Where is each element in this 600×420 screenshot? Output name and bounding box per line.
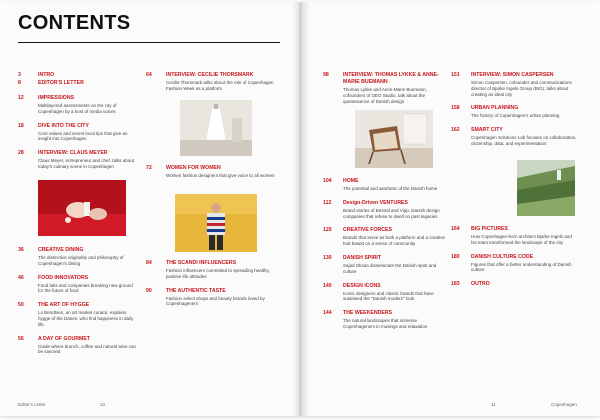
- entry-description: Food labs and companies breaking new ground for the future of food: [38, 282, 133, 294]
- toc-column-2c: [146, 260, 280, 315]
- entry-title: INTERVIEW: SIMON CASPERSEN: [471, 72, 554, 78]
- entry-description: The potential and aesthetic of the Danish home: [343, 186, 438, 191]
- entry-description: Fashion influencers committed to spreading healthy, positive life attitudes: [166, 268, 270, 279]
- entry-description: Cecilie Thorsmark talks about the role of Copenhagen Fashion Week as a platform: [166, 80, 274, 91]
- entry-title: Design-Driven VENTURES: [343, 199, 408, 206]
- entry-title: CREATIVE FORCES: [343, 227, 392, 234]
- toc-column-1b: [18, 247, 136, 363]
- page-number: 8: [18, 80, 21, 86]
- toc-entry-interview-cecilie-thorsmark[interactable]: [146, 72, 280, 92]
- entry-title: SMART CITY: [471, 127, 503, 134]
- toc-column-4: [451, 72, 577, 155]
- page-number: 3: [18, 72, 21, 78]
- entry-description: Claus Meyer, entrepreneur and chef, talks about today's culinary scene in Copenhagen: [38, 158, 135, 169]
- toc-entry-art-of-hygge[interactable]: [18, 302, 136, 327]
- entry-description: Figures that offer a better understanding of Danish culture: [471, 261, 572, 273]
- entry-title: THE SCANDI INFLUENCERS: [166, 260, 237, 266]
- toc-entry-interview-simon-caspersen[interactable]: [451, 72, 577, 97]
- page-number: 36: [18, 247, 24, 253]
- left-page-number: 10: [100, 402, 106, 407]
- entry-title: DIVE INTO THE CITY: [38, 122, 89, 129]
- toc-entry-big-pictures[interactable]: [451, 226, 577, 246]
- page-number: 12: [18, 95, 24, 101]
- page-number: 84: [146, 260, 152, 266]
- page-number: 164: [451, 226, 460, 232]
- toc-entry-women-for-women[interactable]: [146, 165, 280, 179]
- entry-title: DESIGN ICONS: [343, 282, 381, 289]
- toc-column-4b: [451, 226, 577, 296]
- toc-column-3: [323, 72, 449, 112]
- entry-title: WOMEN FOR WOMEN: [166, 165, 221, 171]
- entry-description: Brands that serve as both a platform and a creative hub based on a sense of community: [343, 235, 446, 247]
- entry-title: BIG PICTURES: [471, 226, 508, 232]
- toc-entry-smart-city[interactable]: [451, 127, 577, 147]
- entry-title: EDITOR'S LETTER: [38, 80, 84, 86]
- toc-entry-interview-lykke-buemann[interactable]: [323, 72, 449, 104]
- page-number: 64: [146, 72, 152, 78]
- page-number: 46: [18, 274, 24, 281]
- photo-hands-red-table: [38, 180, 126, 236]
- page-number: 72: [146, 165, 152, 171]
- page-number: 120: [323, 227, 332, 234]
- right-page-number: 11: [491, 402, 496, 407]
- photo-green-rooftop: [517, 160, 575, 216]
- entry-title: INTERVIEW: CLAUS MEYER: [38, 150, 108, 157]
- entry-title: INTRO: [38, 72, 55, 78]
- entry-description: The history of Copenhagen's urban planning: [471, 113, 560, 119]
- entry-description: Fashion select shops and beauty brands loved by Copenhageners: [166, 295, 265, 307]
- photo-person-striped-sweater: [175, 194, 257, 252]
- book-spine-shadow: [292, 2, 310, 416]
- toc-entry-impressions[interactable]: [18, 95, 136, 115]
- entry-title: A DAY OF GOURMET: [38, 335, 90, 342]
- entry-description: Thomas Lykke and Anne-Marie Buemann, cofounders of OEO Studio, talk about the quintessence of Danish design: [343, 87, 427, 104]
- page-number: 18: [18, 122, 24, 129]
- entry-title: THE ART OF HYGGE: [38, 302, 90, 309]
- entry-description: Lo Bendtsen, an art market curator, explains hygge of the Danes, who find happiness in daily life: [38, 310, 134, 327]
- entry-title: DANISH CULTURE CODE: [471, 253, 534, 260]
- page-number: 50: [18, 302, 24, 309]
- page-number: 90: [146, 287, 152, 294]
- page-number: 144: [323, 310, 332, 317]
- toc-entry-intro[interactable]: [18, 72, 136, 79]
- entry-title: DANISH SPIRIT: [343, 254, 382, 261]
- toc-entry-scandi-influencers[interactable]: [146, 260, 280, 280]
- entry-title: CREATIVE DINING: [38, 247, 84, 253]
- page-number: 104: [323, 178, 332, 184]
- toc-entry-food-innovators[interactable]: [18, 275, 136, 295]
- page-number: 151: [451, 72, 460, 78]
- toc-entry-home[interactable]: [323, 178, 449, 192]
- entry-title: INTERVIEW: CECILIE THORSMARK: [166, 72, 254, 78]
- entry-title: INTERVIEW: THOMAS LYKKE & ANNE-MARIE BUEMANN: [343, 72, 439, 85]
- page-number: 56: [18, 335, 24, 342]
- page-number: 183: [451, 281, 460, 288]
- entry-description: Core values and secret local tips that give an insight into Copenhagen: [38, 130, 128, 142]
- toc-entry-day-of-gourmet[interactable]: [18, 336, 136, 356]
- entry-title: OUTRO: [471, 281, 490, 288]
- toc-entry-authentic-taste[interactable]: [146, 288, 280, 308]
- entry-description: Sajad Oksaa disseminate the Danish spirit and culture: [343, 262, 437, 274]
- page-number: 98: [323, 72, 329, 78]
- toc-entry-dive-into-the-city[interactable]: [18, 123, 136, 143]
- page-number: 112: [323, 199, 332, 206]
- toc-entry-danish-culture-code[interactable]: [451, 254, 577, 274]
- toc-entry-danish-spirit[interactable]: [323, 255, 449, 275]
- page-number: 162: [451, 127, 460, 134]
- footer-section-label: Editor's Letter: [18, 402, 46, 407]
- toc-column-2: [146, 72, 280, 100]
- toc-entry-editors-letter[interactable]: [18, 80, 136, 87]
- footer-section-label: Copenhagen: [551, 402, 577, 407]
- photo-lounge-chair: [355, 110, 433, 168]
- contents-title: CONTENTS: [18, 12, 131, 34]
- entry-title: URBAN PLANNING: [471, 105, 519, 112]
- toc-column-1: [18, 72, 136, 178]
- entry-description: The natural landscapes that immerse Copenhageners in musings and relaxation: [343, 318, 428, 329]
- page-number: 158: [451, 105, 460, 112]
- toc-entry-urban-planning[interactable]: [451, 105, 577, 119]
- entry-description: Iconic designers and classic brands that have sustained the "Danish modern" look: [343, 290, 434, 302]
- toc-entry-interview-claus-meyer[interactable]: [18, 150, 136, 170]
- entry-description: Copenhagen Solutions Lab focuses on collaboration, citizenship, data, and experimentation: [471, 135, 577, 146]
- page-number: 130: [323, 254, 332, 261]
- entry-description: Brand stories of Bestral and Vipp, Danish design companies that refuse to dwell on past legacies: [343, 207, 440, 219]
- entry-title: THE AUTHENTIC TASTE: [166, 287, 226, 294]
- entry-description: Simon Caspersen, cofounder and communications director of Bjarke Ingels Group (BIG), talks about creating an ideal city: [471, 80, 572, 97]
- entry-title: FOOD INNOVATORS: [38, 274, 89, 281]
- page-number: 28: [18, 150, 24, 157]
- entry-title: HOME: [343, 178, 359, 184]
- entry-title: IMPRESSIONS: [38, 95, 75, 101]
- toc-column-2b: [146, 165, 280, 187]
- entry-description: How Copenhagen-born architect Bjarke Ingels and his team transformed the landscape of the city: [471, 234, 572, 245]
- toc-entry-design-icons[interactable]: [323, 283, 449, 303]
- title-divider: [18, 42, 280, 43]
- entry-description: Multilayered assessments on the city of Copenhagen by a host of media voices: [38, 103, 117, 114]
- toc-entry-outro[interactable]: [451, 281, 577, 288]
- photo-white-dress: [180, 100, 252, 156]
- entry-description: Guide where brunch, coffee and natural wine can be savored: [38, 343, 136, 355]
- toc-entry-weekenders[interactable]: [323, 310, 449, 330]
- toc-entry-creative-forces[interactable]: [323, 227, 449, 247]
- entry-title: THE WEEKENDERS: [343, 310, 392, 317]
- entry-description: Women fashion designers that give voice to all women: [166, 173, 275, 178]
- toc-entry-creative-dining[interactable]: [18, 247, 136, 267]
- page-number: 180: [451, 253, 460, 260]
- toc-column-3b: [323, 178, 449, 338]
- right-page: [301, 2, 600, 416]
- toc-entry-design-driven-ventures[interactable]: [323, 200, 449, 220]
- left-page: [0, 2, 301, 416]
- page-number: 140: [323, 282, 332, 289]
- entry-description: The distinctive originality and philosophy of Copenhagen's dining: [38, 255, 124, 266]
